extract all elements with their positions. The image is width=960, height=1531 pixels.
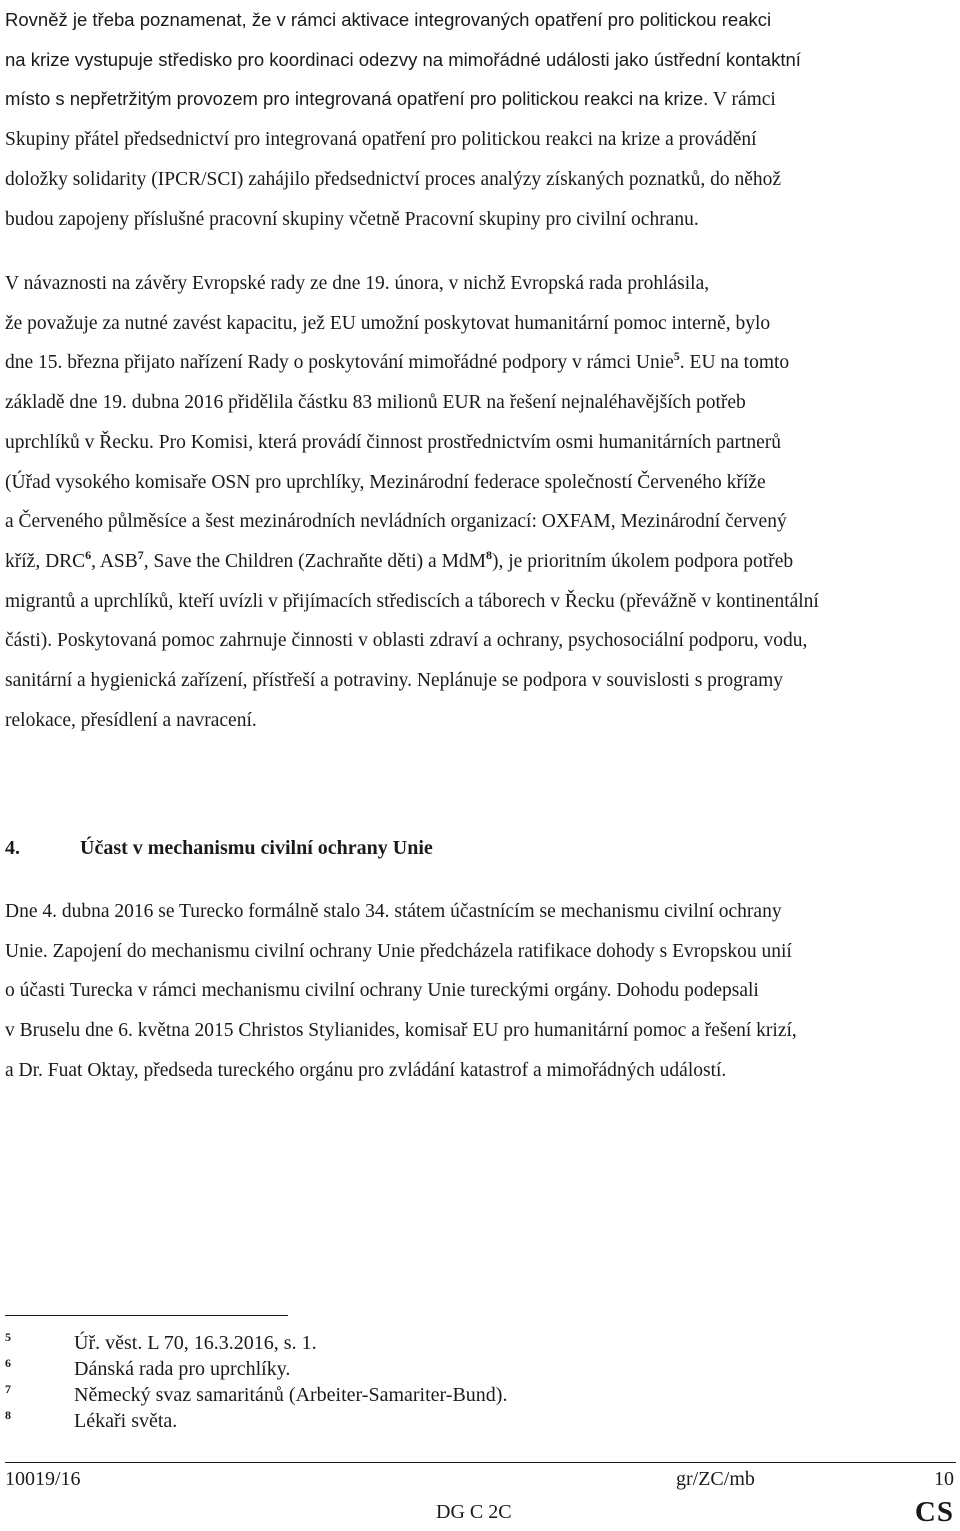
text-line: základě dne 19. dubna 2016 přidělila částku 83 milionů EUR na řešení nejnaléhavějších potřeb [5, 392, 746, 414]
footnote-marker: 5 [5, 1330, 11, 1344]
footer-doc-number: 10019/16 [5, 1468, 81, 1490]
footnote-ref-6[interactable]: 6 [85, 547, 92, 562]
text-line: uprchlíků v Řecku. Pro Komisi, která provádí činnost prostřednictvím osmi humanitárních partnerů [5, 431, 782, 453]
footnote-ref-5[interactable]: 5 [673, 349, 680, 364]
footnote-ref-8[interactable]: 8 [486, 547, 493, 562]
text-span: místo s nepřetržitým provozem pro integrovaná opatření pro politickou reakci na krize. [5, 88, 709, 110]
text-line: a Dr. Fuat Oktay, předseda tureckého orgánu pro zvládání katastrof a mimořádných událostí. [5, 1059, 727, 1081]
text-line: části). Poskytovaná pomoc zahrnuje činnosti v oblasti zdraví a ochrany, psychosociální podporu, vodu, [5, 630, 808, 652]
text-line: (Úřad vysokého komisaře OSN pro uprchlíky, Mezinárodní federace společností Červeného kříže [5, 471, 766, 493]
footnote-marker: 8 [5, 1408, 11, 1422]
paragraph-1 [5, 0, 956, 239]
text-line: relokace, přesídlení a navracení. [5, 709, 257, 731]
footnote-text: Lékaři světa. [74, 1410, 178, 1432]
text-line: na krize vystupuje středisko pro koordinaci odezvy na mimořádné události jako ústřední kontaktní [5, 48, 801, 70]
footer-language-code: CS [914, 1496, 954, 1528]
text-span: dne 15. března přijato nařízení Rady o poskytování mimořádné podpory v rámci Unie [5, 352, 674, 374]
text-line: Dne 4. dubna 2016 se Turecko formálně stalo 34. státem účastnícím se mechanismu civilní ochrany [5, 901, 782, 922]
section-title: Účast v mechanismu civilní ochrany Unie [80, 837, 433, 859]
text-line: Unie. Zapojení do mechanismu civilní ochrany Unie předcházela ratifikace dohody s Evropskou unií [5, 940, 792, 962]
text-line: v Bruselu dne 6. května 2015 Christos Stylianides, komisař EU pro humanitární pomoc a řešení krizí, [5, 1020, 797, 1042]
text-line: doložky solidarity (IPCR/SCI) zahájilo předsednictví proces analýzy získaných poznatků, do něhož [5, 168, 782, 190]
text-line: V návaznosti na závěry Evropské rady ze dne 19. února, v nichž Evropská rada prohlásila, [5, 273, 710, 294]
footer-initials: gr/ZC/mb [676, 1468, 755, 1490]
text-span: V rámci [708, 89, 776, 111]
footnote-marker: 7 [5, 1382, 11, 1396]
text-span: , Save the Children (Zachraňte děti) a MdM [143, 550, 487, 572]
text-line: migrantů a uprchlíků, kteří uvízli v přijímacích střediscích a táborech v Řecku (převážně v kontinentální [5, 590, 819, 612]
text-line [5, 79, 956, 120]
text-line [5, 343, 956, 383]
footer-rule [5, 1462, 956, 1463]
text-line: Skupiny přátel předsednictví pro integrovaná opatření pro politickou reakci na krize a provádění [5, 129, 757, 151]
footer-page-number: 10 [934, 1468, 954, 1490]
footnote-text: Dánská rada pro uprchlíky. [74, 1358, 291, 1380]
paragraph-3 [5, 892, 956, 1091]
text-span: kříž, DRC [5, 550, 86, 572]
text-line: o účasti Turecka v rámci mechanismu civilní ochrany Unie tureckými orgány. Dohodu podepsali [5, 980, 759, 1002]
text-line: budou zapojeny příslušné pracovní skupiny včetně Pracovní skupiny pro civilní ochranu. [5, 208, 699, 230]
text-span: , ASB [91, 550, 138, 572]
footnote-text: Německý svaz samaritánů (Arbeiter-Samariter-Bund). [74, 1384, 508, 1406]
section-heading [5, 828, 433, 868]
footer-directorate: DG C 2C [436, 1501, 512, 1523]
paragraph-2 [5, 264, 956, 740]
text-span: . EU na tomto [679, 352, 790, 374]
text-line: sanitární a hygienická zařízení, přístřeší a potraviny. Neplánuje se podpora v souvislosti s programy [5, 670, 783, 692]
footnote-marker: 6 [5, 1356, 11, 1370]
footnote-ref-7[interactable]: 7 [137, 547, 144, 562]
text-line [5, 542, 956, 582]
text-span: ), je prioritním úkolem podpora potřeb [492, 550, 794, 572]
text-line: že považuje za nutné zavést kapacitu, jež EU umožní poskytovat humanitární pomoc interně, bylo [5, 312, 771, 334]
text-line: a Červeného půlměsíce a šest mezinárodních nevládních organizací: OXFAM, Mezinárodní červený [5, 511, 787, 533]
section-number: 4. [5, 837, 20, 859]
footnote-separator [5, 1315, 288, 1316]
text-line: Rovněž je třeba poznamenat, že v rámci aktivace integrovaných opatření pro politickou reakci [5, 9, 772, 30]
footnote-text: Úř. věst. L 70, 16.3.2016, s. 1. [74, 1332, 317, 1354]
